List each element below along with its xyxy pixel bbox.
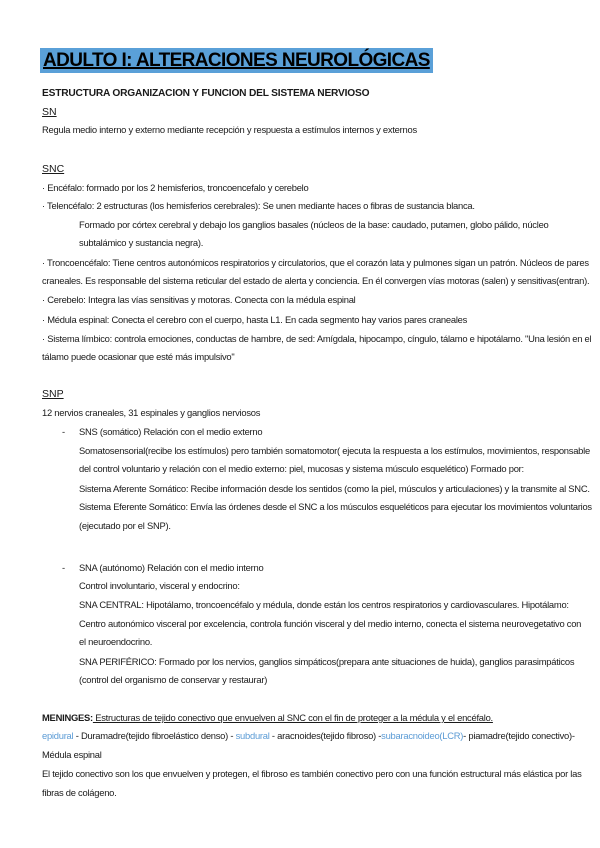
sns-line: (ejecutado por el SNP). [79,520,171,531]
sns-line: Sistema Aferente Somático: Recibe información desde los sentidos (como la piel, músculos y articulaciones) y la transmite al SNC. [79,483,590,494]
snc-line: · Médula espinal: Conecta el cerebro con el cuerpo, hasta L1. En cada segmento hay varios pares craneales [42,314,468,325]
meninges-definition: Estructuras de tejido conectivo que envuelven al SNC con el fin de proteger a la médula y el encéfalo. [92,712,493,723]
sns-line: del control voluntario y relación con el medio externo: piel, mucosas y sistema músculo esquelético) Formado por: [79,463,524,474]
snp-heading: SNP [42,388,64,400]
section-subtitle: ESTRUCTURA ORGANIZACION Y FUNCION DEL SISTEMA NERVIOSO [42,88,370,99]
meninges-label: MENINGES: [42,712,93,723]
snc-heading: SNC [42,163,65,175]
sna-line: Centro autonómico visceral por excelencia, controla función visceral y del medio interno, conecta el sistema neurovegetativo con [79,618,582,629]
meninges-line: fibras de colágeno. [42,787,117,798]
meninges-separator: - piamadre(tejido conectivo)- [463,730,575,741]
subarachnoid-space: subaracnoideo(LCR) [381,730,464,741]
snc-line: · Troncoencéfalo: Tiene centros autonómicos respiratorios y circulatorios, que el corazón lata y pulmones sigan un patrón. Núcleos de pares [42,257,589,268]
snc-line: tálamo puede ocasionar que esté más impulsivo" [42,351,235,362]
sn-text: Regula medio interno y externo mediante recepción y respuesta a estímulos internos y externos [42,124,417,135]
sn-heading: SN [42,106,57,118]
subdural-space: subdural [235,730,270,741]
sna-line: (control del organismo de conservar y restaurar) [79,674,268,685]
snc-line: subtalámico y sustancia negra). [79,237,204,248]
snc-line: · Cerebelo: Integra las vías sensitivas y motoras. Conecta con la médula espinal [42,294,356,305]
snc-line: · Sistema límbico: controla emociones, conductas de hambre, de sed: Amígdala, hipocampo, cíngulo, tálamo e hipotálamo. "Una lesión en el [42,333,592,344]
meninges-line: El tejido conectivo son los que envuelven y protegen, el fibroso es también conectivo pero con una función estructural más elástica por las [42,768,582,779]
meninges-separator: - Duramadre(tejido fibroelástico denso) - [73,730,236,741]
snc-line: Formado por córtex cerebral y debajo los ganglios basales (núcleos de la base: caudado, putamen, globo pálido, núcleo [79,219,549,230]
snc-line: craneales. Es responsable del sistema reticular del estado de alerta y conciencia. En él convergen vías motoras (salen) y sensitivas(entran). [42,275,590,286]
epidural-space: epidural [42,730,74,741]
snc-line: · Encéfalo: formado por los 2 hemisferios, troncoencefalo y cerebelo [42,182,309,193]
list-dash: - [62,426,65,437]
sns-line: Somatosensorial(recibe los estímulos) pero también somatomotor( ejecuta la respuesta a los estímulos, movimientos, responsable [79,445,590,456]
snp-intro: 12 nervios craneales, 31 espinales y ganglios nerviosos [42,407,261,418]
meninges-layers-line [42,729,575,742]
sns-line: Sistema Eferente Somático: Envía las órdenes desde el SNC a los músculos esqueléticos para ejecutar los movimientos voluntarios [79,501,592,512]
sna-title: SNA (autónomo) Relación con el medio interno [79,562,264,573]
sna-line: SNA CENTRAL: Hipotálamo, troncoencéfalo y médula, donde están los centros respiratorios y cardiovasculares. Hipotálamo: [79,599,569,610]
document-title: ADULTO I: ALTERACIONES NEUROLÓGICAS [40,48,433,73]
sna-line: el neuroendocrino. [79,636,153,647]
sns-title: SNS (somático) Relación con el medio externo [79,426,263,437]
meninges-separator: - aracnoides(tejido fibroso) - [269,730,382,741]
sna-line: SNA PERIFÉRICO: Formado por los nervios, ganglios simpáticos(prepara ante situaciones de huida), ganglios parasimpáticos [79,656,575,667]
sna-line: Control involuntario, visceral y endocrino: [79,580,240,591]
meninges-line: Médula espinal [42,749,102,760]
snc-line: · Telencéfalo: 2 estructuras (los hemisferios cerebrales): Se unen mediante haces o fibras de sustancia blanca. [42,200,475,211]
list-dash: - [62,562,65,573]
meninges-definition-line [42,711,493,724]
